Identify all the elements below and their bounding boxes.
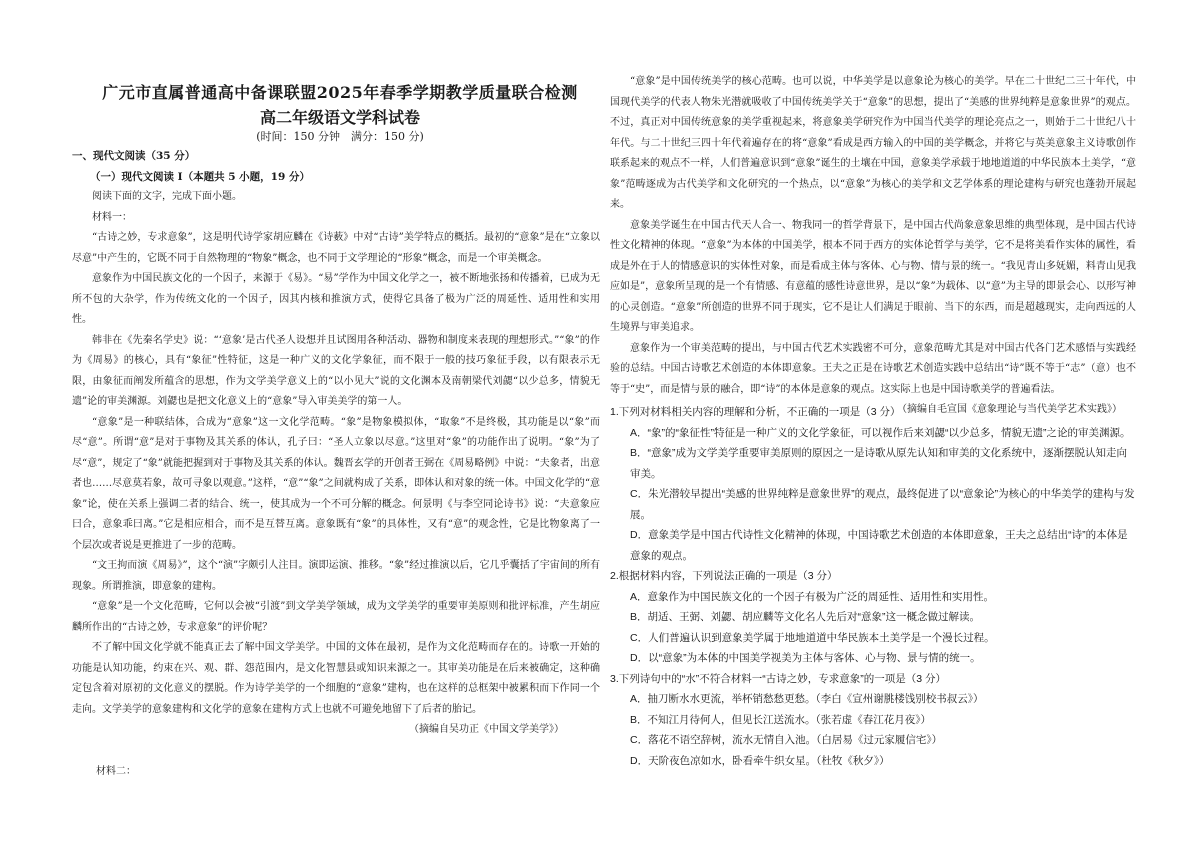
exam-subtitle: 高二年级语文学科试卷 xyxy=(259,108,420,127)
paragraph: “文王拘而演《周易》”，这个“演”字颇引人注目。演即运演、推移。“象”经过推演以后，它几乎囊括了宇宙间的所有现象。所谓推演，即意象的建构。 xyxy=(72,560,600,592)
question-stem: 2.根据材料内容，下列说法正确的一项是（3 分） xyxy=(610,570,838,582)
paragraph: 意象美学诞生在中国古代天人合一、物我同一的哲学背景下，是中国古代尚象意象思维的典型体现，是中国古代诗性文化精神的体现。“意象”为本体的中国美学，根本不同于西方的实体论哲学与美学，它不是将美看作实体的属性，看成是外在于人的情感意识的实体性对象，而是看成主体与客体、心与物、情与景的统一。“我见青山多妩媚，料青山见我应如是”，意象所呈现的是一个有情感、有意蕴的感性诗意世界，是以“象”为载体、以“意”为主导的即景会心、以形写神的心灵创造。“意象”所创造的世界不同于现实，它不是让人们满足于眼前、当下的东西，而是超越现实，走向西远的人生境界与审美追求。 xyxy=(610,219,1136,333)
question-option: D．意象美学是中国古代诗性文化精神的体现，中国诗歌艺术创造的本体即意象，王夫之总结出“诗”的本体是意象的观点。 xyxy=(630,529,1128,562)
question-option: A．抽刀断水水更流，举杯销愁愁更愁。（李白《宣州谢朓楼饯别校书叔云》） xyxy=(630,693,984,705)
paragraph: “意象”是一个文化范畴，它何以会被“引渡”到文学美学领域，成为文学美学的重要审美原则和批评标准，产生胡应麟所作出的“古诗之妙，专求意象”的评价呢？ xyxy=(72,601,600,633)
question-option: B．“意象”成为文学美学重要审美原则的原因之一是诗歌从原先认知和审美的文化系统中，逐渐摆脱认知走向审美。 xyxy=(630,447,1127,480)
instruction: 阅读下面的文字，完成下面小题。 xyxy=(92,191,242,202)
left-column xyxy=(72,146,600,741)
question-option: B．胡适、王弼、刘勰、胡应麟等文化名人先后对“意象”这一概念做过解读。 xyxy=(630,611,980,623)
exam-time-info: (时间：150 分钟 满分：150 分) xyxy=(256,130,424,143)
question-option: D．以“意象”为本体的中国美学视美为主体与客体、心与物、景与情的统一。 xyxy=(630,652,981,664)
paragraph: 意象作为中国民族文化的一个因子，来源于《易》。“易”学作为中国文化学之一，被不断地张扬和传播着，已成为无所不包的大杂学，作为传统文化的一个因子，因其内核和推演方式，使得它具备了极为广泛的周延性、适用性和实用性。 xyxy=(72,273,600,325)
subsection-heading: （一）现代文阅读 I（本题共 5 小题，19 分） xyxy=(90,170,310,183)
section-heading: 一、现代文阅读（35 分） xyxy=(72,150,196,162)
question-option: D．天阶夜色凉如水，卧看牵牛织女星。（杜牧《秋夕》） xyxy=(630,754,890,767)
paragraph: “意象”是中国传统美学的核心范畴。也可以说，中华美学是以意象论为核心的美学。早在二十世纪二三十年代，中国现代美学的代表人物朱光潜就吸收了中国传统美学关于“意象”的思想，提出了“美感的世界纯粹是意象世界”的观点。不过，真正对中国传统意象的美学重视起来，将意象美学研究作为中国当代美学的理论亮点之一，则始于二十世纪八十年代。与二十世纪三四十年代着遍存在的将“意象”看成是西方输入的中国的美学概念，并将它与英美意象主义诗歌创作联系起来的观点不一样，人们普遍意识到“意象”诞生的土壤在中国，意象美学承载于地地道道的中华民族本土美学，“意象”范畴逐成为古代美学和文化研究的一个热点，以“意象”为核心的美学和文艺学体系的理论建构与研究也蓬勃开展起来。 xyxy=(610,76,1136,210)
exam-title: 广元市直属普通高中备课联盟2025年春季学期教学质量联合检测 xyxy=(102,83,578,102)
material1-label: 材料一： xyxy=(92,211,132,223)
question-option: C．朱光潜较早提出“美感的世界纯粹是意象世界”的观点，最终促进了以“意象论”为核心的中华美学的建构与发展。 xyxy=(630,488,1135,521)
question-stem: 1.下列对材料相关内容的理解和分析，不正确的一项是（3 分） xyxy=(610,406,901,418)
paragraph: “古诗之妙，专求意象”，这是明代诗学家胡应麟在《诗薮》中对“古诗”美学特点的概括。最初的“意象”是在“立象以尽意”中产生的，它既不同于自然物理的“物象”概念，也不同于文学理论的“形象”概念，而是一个审美概念。 xyxy=(72,232,600,264)
source-citation: （摘编自毛宣国《意象理论与当代美学艺术实践》） xyxy=(897,404,1122,415)
question-stem: 3.下列诗句中的“水”不符合材料一“古诗之妙，专求意象”的一项是（3 分） xyxy=(610,672,946,685)
question-option: C．落花不语空辞树，流水无情自入池。（白居易《过元家履信宅》） xyxy=(630,734,943,746)
paragraph: “意象”是一种联结体，合成为“意象”这一文化学范畴。“象”是物象模拟体，“取象”不是终极，其功能是以“象”而尽“意”。所谓“意”是对于事物及其关系的体认，孔子曰：“圣人立象以尽意。”这里对“象”的功能作出了说明。“象”为了尽“意”，规定了“象”就能把握到对于事物及其关系的体认。魏晋玄学的开创者王弼在《周易略例》中说：“夫象者，出意者也……尽意莫若象，故可寻象以观意。”这样，“意”“象”之间就构成了关系，即体认和对象的统一体。中国文化学的“意象”论，使在关系上强调二者的结合、统一，使其成为一个不可分解的概念。何景明《与李空同论诗书》说：“夫意象应曰合，意象乖曰离。”它是相应相合，而不是互替互离。意象既有“象”的具体性，又有“意”的观念性，它是比物象离了一个层次或者说是更推进了一步的范畴。 xyxy=(72,416,600,551)
question-option: C．人们普遍认识到意象美学属于地地道道中华民族本土美学是一个漫长过程。 xyxy=(630,631,995,644)
questions xyxy=(610,402,1136,771)
paragraph: 意象作为一个审美范畴的提出，与中国古代艺术实践密不可分，意象范畴尤其是对中国古代各门艺术感悟与实践经验的总结。中国古诗歌艺术创造的本体即意象。王夫之正是在诗歌艺术创造实践中总结出“诗”既不等于“志”（意）也不等于“史”，而是情与景的融合，即“诗”的本体是意象的观点。这实际上也是中国诗歌美学的普遍看法。 xyxy=(610,342,1136,395)
material2-label: 材料二： xyxy=(96,766,136,777)
source-citation: （摘编自吴功正《中国文学美学》） xyxy=(409,724,564,735)
paragraph: 韩非在《先秦名学史》说：“‘意象’是古代圣人设想并且试图用各种活动、器物和制度来表现的理想形式。”“象”的作为《周易》的核心，具有“象征”性特征，这是一种广义的文化学象征，而不限于一般的技巧象征手段，以有限表示无限，由象征而阐发所蕴含的思想，作为文学美学意义上的“以小见大”说的文化渊本及南朝梁代刘勰“以少总多，情貌无遗”论的审美渊源。刘勰也是把文化意义上的“意象”导入审美美学的第一人。 xyxy=(72,334,600,407)
right-column xyxy=(610,72,1136,421)
question-option: A．意象作为中国民族文化的一个因子有极为广泛的周延性、适用性和实用性。 xyxy=(630,590,995,603)
question-option: A．“象”的“象征性”特征是一种广义的文化学象征，可以视作后来刘勰“以少总多，情貌无遗”之论的审美渊源。 xyxy=(630,426,1131,439)
material2-block xyxy=(96,762,296,783)
question-option: B．不知江月待何人，但见长江送流水。（张若虚《春江花月夜》） xyxy=(630,713,932,726)
paragraph: 不了解中国文化学就不能真正去了解中国文学美学。中国的文体在最初，是作为文化范畴而存在的。诗歌一开始的功能是认知功能，约束在兴、观、群、怨范围内，是文化智慧县或知识来源之一。其审美功能是在后来被确定，这种确定包含着对原初的文化意义的摆脱。作为诗学美学的一个细胞的“意象”建构，也在这样的总框架中被累积而下作同一个走向。文学美学的意象建构和文化学的意象在建构方式上也就不可避免地留下了后者的胎记。 xyxy=(72,642,600,715)
